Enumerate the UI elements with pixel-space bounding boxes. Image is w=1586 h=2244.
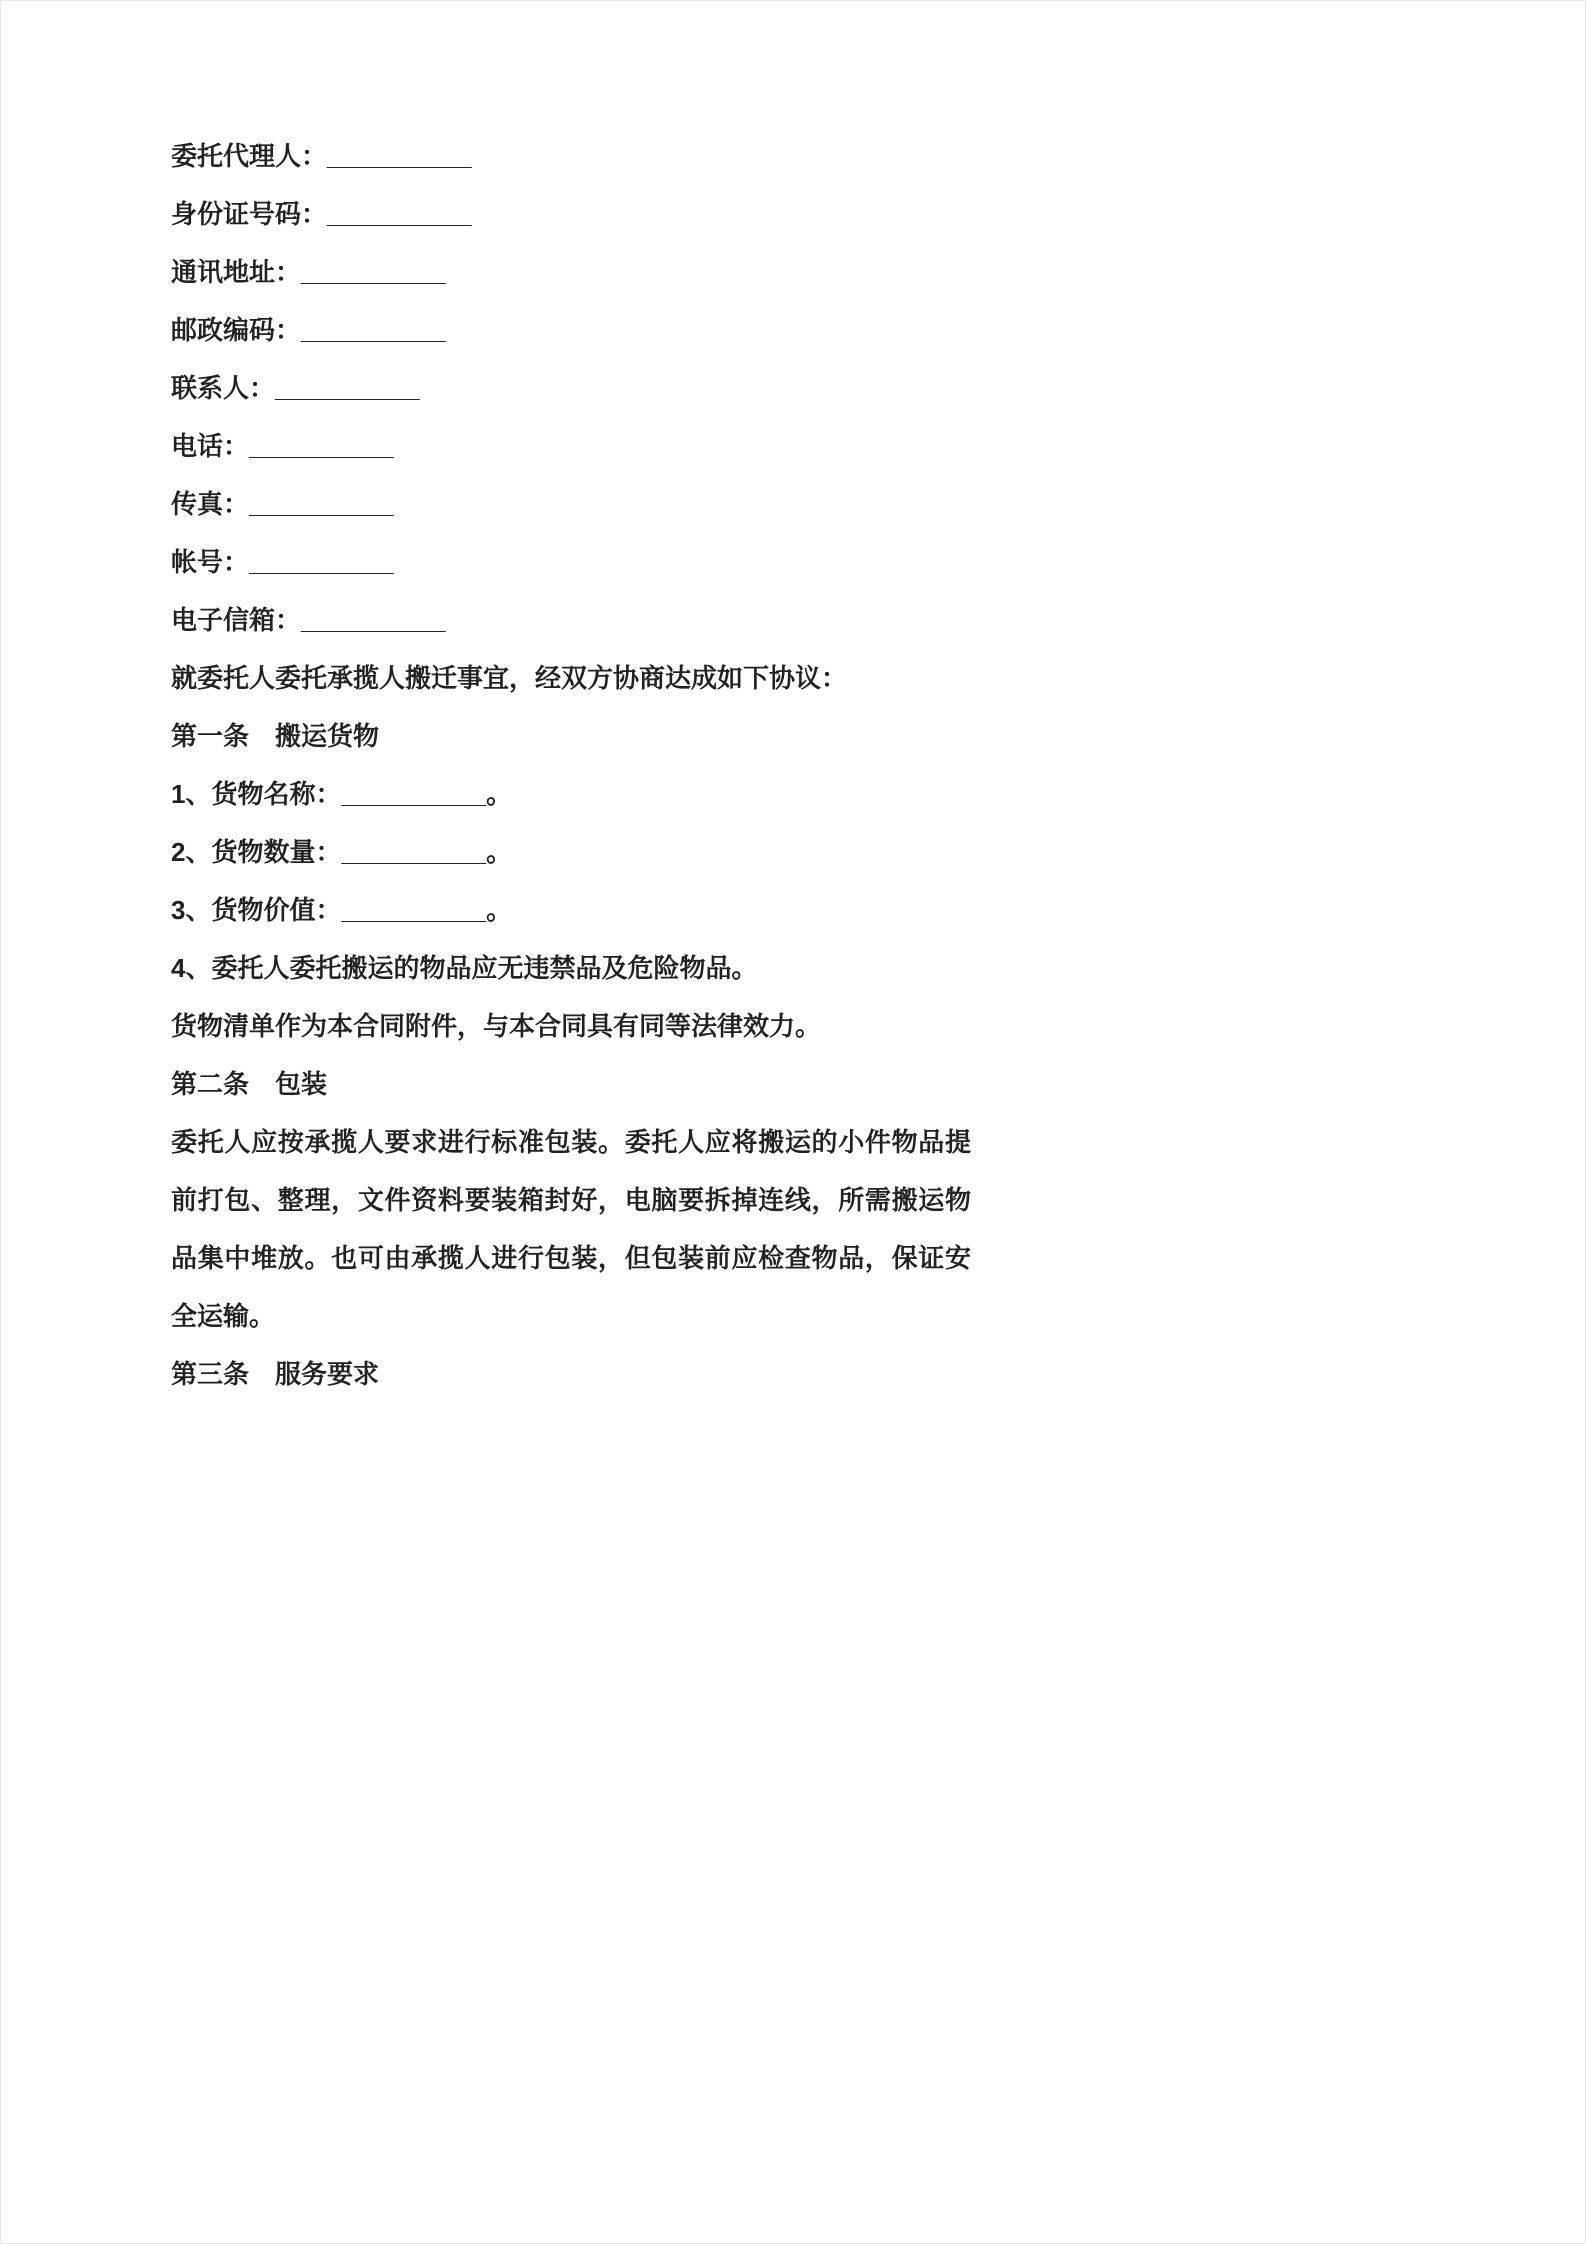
form-blank: __________: [327, 199, 472, 229]
item-text: 2、货物数量：: [171, 837, 342, 867]
form-line-phone: [171, 417, 971, 475]
item-goods-value: [171, 881, 971, 939]
contract-document: [171, 127, 971, 1403]
section-2-heading: 第二条 包装: [171, 1069, 328, 1099]
item-goods-name: [171, 765, 971, 823]
form-label: 身份证号码：: [171, 199, 328, 229]
form-line-contact-person: [171, 359, 971, 417]
form-blank: __________: [249, 431, 394, 461]
item-blank: __________: [341, 837, 487, 867]
form-label: 通讯地址：: [171, 257, 302, 287]
form-blank: __________: [301, 315, 446, 345]
agreement-intro: 就委托人委托承揽人搬迁事宜，经双方协商达成如下协议：: [171, 663, 848, 693]
section-1-heading: 第一条 搬运货物: [171, 721, 380, 751]
form-label: 委托代理人：: [171, 141, 328, 171]
form-line-postal-code: [171, 301, 971, 359]
form-line-email: [171, 591, 971, 649]
form-label: 帐号：: [171, 547, 250, 577]
form-blank: __________: [249, 547, 394, 577]
form-line-id-number: [171, 185, 971, 243]
item-blank: __________: [341, 779, 487, 809]
form-blank: __________: [301, 605, 446, 635]
item-text: 4、委托人委托搬运的物品应无违禁品及危险物品。: [171, 953, 758, 983]
form-blank: __________: [327, 141, 472, 171]
item-suffix: 。: [486, 837, 513, 867]
section-3-heading: 第三条 服务要求: [171, 1359, 380, 1389]
form-label: 邮政编码：: [171, 315, 302, 345]
form-blank: __________: [275, 373, 420, 403]
form-label: 传真：: [171, 489, 250, 519]
form-label: 电话：: [171, 431, 250, 461]
form-line-agent: [171, 127, 971, 185]
form-line-account-number: [171, 533, 971, 591]
form-line-address: [171, 243, 971, 301]
form-line-fax: [171, 475, 971, 533]
goods-list-note: 货物清单作为本合同附件，与本合同具有同等法律效力。: [171, 1011, 822, 1041]
item-prohibited-goods: [171, 939, 971, 997]
item-suffix: 。: [486, 779, 513, 809]
item-text: 1、货物名称：: [171, 779, 342, 809]
form-blank: __________: [301, 257, 446, 287]
form-label: 电子信箱：: [171, 605, 302, 635]
section-2-body: 委托人应按承揽人要求进行标准包装。委托人应将搬运的小件物品提前打包、整理，文件资料要装箱封好，电脑要拆掉连线，所需搬运物品集中堆放。也可由承揽人进行包装，但包装前应检查物品，保证安全运输。: [171, 1127, 971, 1331]
item-text: 3、货物价值：: [171, 895, 342, 925]
item-goods-quantity: [171, 823, 971, 881]
form-label: 联系人：: [171, 373, 276, 403]
item-suffix: 。: [486, 895, 513, 925]
item-blank: __________: [341, 895, 487, 925]
form-blank: __________: [249, 489, 394, 519]
